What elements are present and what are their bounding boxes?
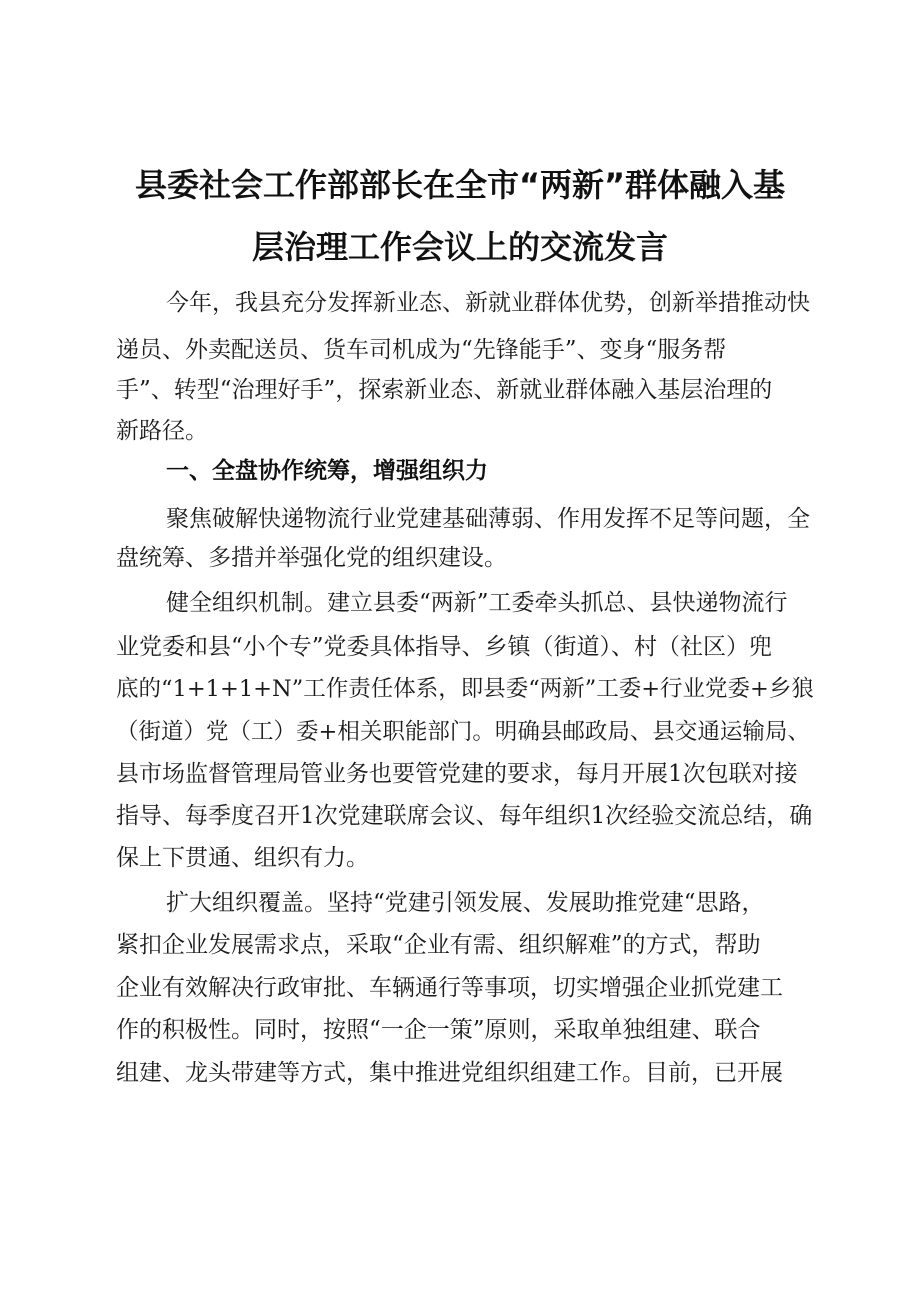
paragraph-3-line-1: 扩大组织覆盖。坚持“党建引领发展、发展助推党建“思路， [166, 890, 765, 916]
paragraph-3-line-4: 作的积极性。同时，按照“一企一策”原则，采取单独组建、联合 [116, 1017, 761, 1043]
paragraph-3-line-5: 组建、龙头带建等方式，集中推进党组织组建工作。目前，已开展 [116, 1060, 783, 1086]
section-heading: 一、全盘协作统筹，增强组织力 [166, 458, 488, 484]
intro-line-4: 新路径。 [116, 418, 208, 444]
paragraph-2-line-7: 保上下贯通、组织有力。 [116, 845, 369, 871]
paragraph-2-line-3: 底的“1+1+1+N”工作责任体系，即县委“两新”工委+行业党委+乡狼 [116, 676, 814, 702]
paragraph-3-line-2: 紧扣企业发展需求点，采取“企业有需、组织解难”的方式，帮助 [116, 932, 761, 958]
paragraph-2-line-6: 指导、每季度召开1次党建联席会议、每年组织1次经验交流总结，确 [116, 803, 813, 829]
document-title-line-2: 层治理工作会议上的交流发言 [251, 228, 668, 266]
paragraph-2-line-4: （街道）党（工）委+相关职能部门。明确县邮政局、县交通运输局、 [116, 719, 810, 745]
paragraph-2-line-1: 健全组织机制。建立县委“两新”工委牵头抓总、县快递物流行 [166, 590, 788, 616]
intro-line-1: 今年，我县充分发挥新业态、新就业群体优势，创新举措推动快 [166, 290, 810, 316]
document-title-line-1: 县委社会工作部部长在全市“两新”群体融入基 [134, 166, 786, 204]
paragraph-1-line-1: 聚焦破解快递物流行业党建基础薄弱、作用发挥不足等问题，全 [166, 506, 810, 532]
intro-line-2: 递员、外卖配送员、货车司机成为“先锋能手”、变身“服务帮 [116, 337, 727, 363]
intro-line-3: 手”、转型“治理好手”，探索新业态、新就业群体融入基层治理的 [116, 377, 773, 403]
paragraph-2-line-2: 业党委和县“小个专”党委具体指导、乡镇（街道）、村（社区）兜 [116, 634, 773, 660]
paragraph-2-line-5: 县市场监督管理局管业务也要管党建的要求，每月开展1次包联对接 [116, 761, 798, 787]
paragraph-3-line-3: 企业有效解决行政审批、车辆通行等事项，切实增强企业抓党建工 [116, 975, 783, 1001]
paragraph-1-line-2: 盘统筹、多措并举强化党的组织建设。 [116, 545, 507, 571]
